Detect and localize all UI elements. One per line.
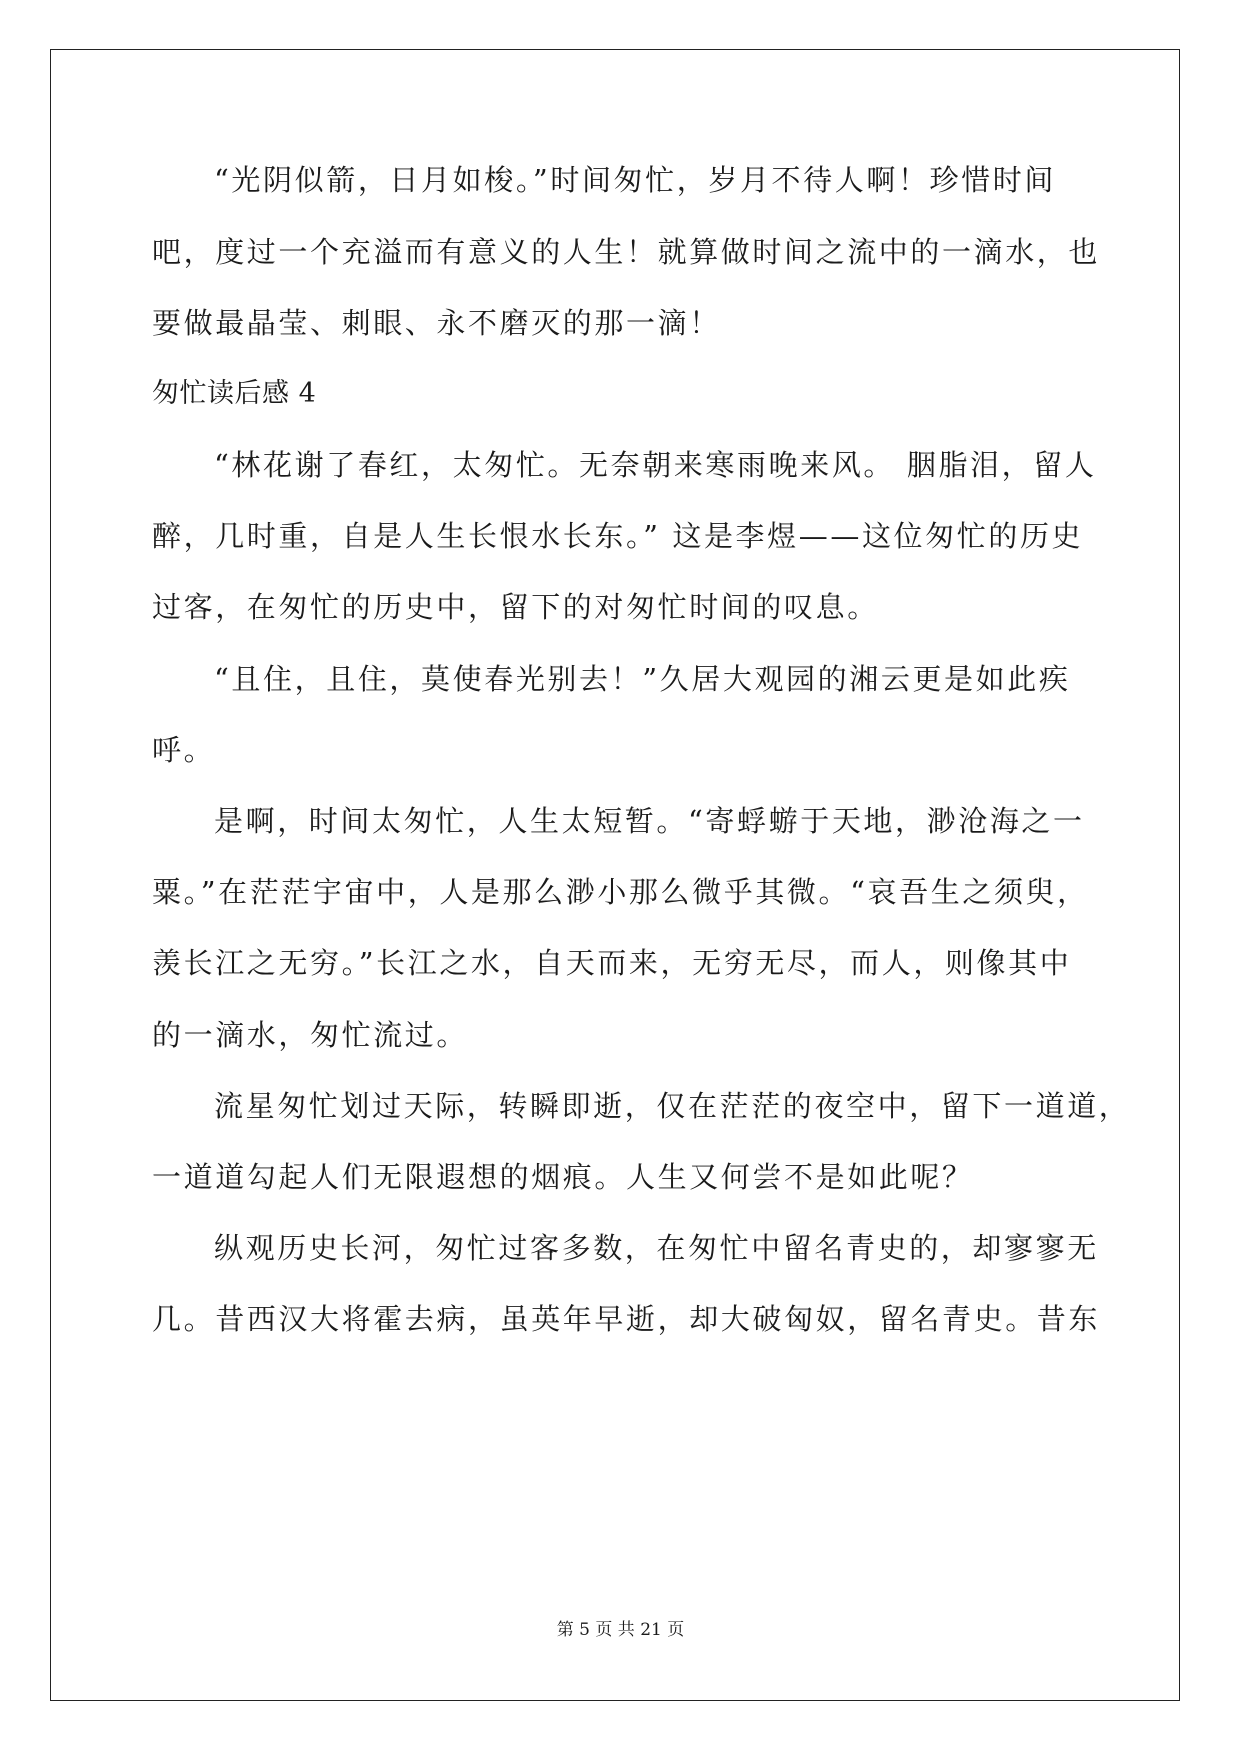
paragraph-line: 一道道勾起人们无限遐想的烟痕。人生又何尝不是如此呢？	[152, 1160, 974, 1194]
paragraph-line: 流星匆忙划过天际，转瞬即逝，仅在茫茫的夜空中，留下一道道，	[214, 1089, 1131, 1123]
paragraph-line: 是啊，时间太匆忙，人生太短暂。“寄蜉蝣于天地，渺沧海之一	[214, 804, 1085, 838]
section-heading: 匆忙读后感 4	[152, 378, 317, 409]
paragraph-line: 过客，在匆忙的历史中，留下的对匆忙时间的叹息。	[152, 590, 879, 624]
paragraph-line: 吧，度过一个充溢而有意义的人生！就算做时间之流中的一滴水，也	[152, 235, 1101, 269]
paragraph-line: 的一滴水，匆忙流过。	[152, 1018, 469, 1052]
paragraph-line: “且住，且住，莫使春光别去！”久居大观园的湘云更是如此疾	[214, 662, 1071, 696]
paragraph-line: 醉，几时重，自是人生长恨水长东。” 这是李煜——这位匆忙的历史	[152, 519, 1084, 553]
page-footer: 第 5 页 共 21 页	[556, 1620, 685, 1640]
paragraph-line: 粟。”在茫茫宇宙中，人是那么渺小那么微乎其微。“哀吾生之须臾，	[152, 875, 1089, 909]
paragraph-line: 要做最晶莹、刺眼、永不磨灭的那一滴！	[152, 306, 721, 340]
paragraph-line: 呼。	[152, 733, 216, 767]
paragraph-line: 羡长江之无穷。”长江之水，自天而来，无穷无尽，而人，则像其中	[152, 946, 1072, 980]
paragraph-line: “光阴似箭，日月如梭。”时间匆忙，岁月不待人啊！珍惜时间	[214, 163, 1056, 197]
paragraph-line: 纵观历史长河，匆忙过客多数，在匆忙中留名青史的，却寥寥无	[214, 1231, 1099, 1265]
paragraph-line: “林花谢了春红，太匆忙。无奈朝来寒雨晚来风。 胭脂泪，留人	[214, 448, 1097, 482]
paragraph-line: 几。昔西汉大将霍去病，虽英年早逝，却大破匈奴，留名青史。昔东	[152, 1302, 1101, 1336]
